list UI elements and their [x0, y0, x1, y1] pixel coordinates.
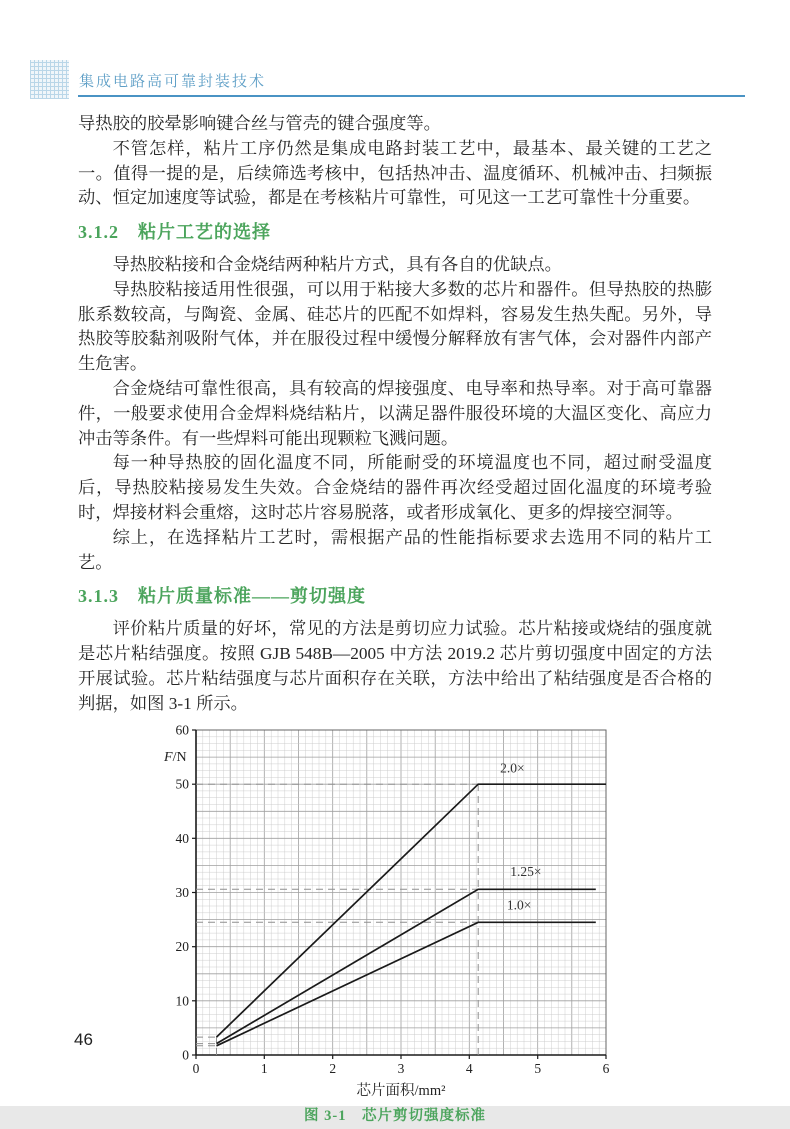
- x-tick-label: 1: [260, 1061, 268, 1077]
- figure-caption: 图 3-1 芯片剪切强度标准: [304, 1108, 486, 1125]
- y-tick-label: 40: [175, 831, 189, 847]
- series-label-0: 2.0×: [500, 760, 525, 776]
- page-number: 46: [74, 1030, 93, 1049]
- x-tick-label: 6: [602, 1061, 610, 1077]
- series-line-0: [217, 785, 607, 1038]
- body-text-column: [78, 112, 712, 1129]
- x-tick-label: 2: [329, 1061, 337, 1077]
- paragraph: 导热胶的胶晕影响键合丝与管壳的键合强度等。: [78, 114, 441, 133]
- paragraph: 导热胶粘接适用性很强，可以用于粘接大多数的芯片和器件。但导热胶的热膨胀系数较高，与陶瓷、金属、硅芯片的匹配不如焊料，容易发生热失配。另外，导热胶等胶黏剂吸附气体，并在服役过程中缓慢分解释放有害气体，会对器件内部产生危害。: [78, 279, 712, 374]
- figure-3-1: [156, 722, 712, 1102]
- section-heading-3-1-3: 3.1.3 粘片质量标准——剪切强度: [78, 586, 366, 607]
- y-tick-label: 50: [175, 777, 189, 793]
- y-tick-label: 10: [175, 993, 189, 1009]
- section-heading-3-1-2: 3.1.2 粘片工艺的选择: [78, 222, 271, 243]
- x-tick-label: 0: [192, 1061, 200, 1077]
- y-axis-label: F/N: [164, 750, 187, 766]
- y-tick-label: 0: [182, 1047, 189, 1063]
- x-tick-label: 5: [534, 1061, 542, 1077]
- paragraph: 导热胶粘接和合金烧结两种粘片方式，具有各自的优缺点。: [112, 254, 562, 274]
- header-grid-decoration-icon: [30, 60, 69, 99]
- x-tick-label: 3: [397, 1061, 405, 1077]
- y-tick-label: 60: [175, 722, 189, 738]
- running-header-title: 集成电路高可靠封装技术: [79, 74, 267, 90]
- paragraph: 合金烧结可靠性很高，具有较高的焊接强度、电导率和热导率。对于高可靠器件，一般要求使用合金焊料烧结粘片，以满足器件服役环境的大温区变化、高应力冲击等条件。有一些焊料可能出现颗粒飞溅问题。: [78, 378, 712, 448]
- series-line-1: [217, 890, 596, 1044]
- paragraph: 评价粘片质量的好坏，常见的方法是剪切应力试验。芯片粘接或烧结的强度就是芯片粘结强度。按照 GJB 548B—2005 中方法 2019.2 芯片剪切强度中固定的方法开展试验。芯片粘结强度与芯片面积存在关联，方法中给出了粘结强度是否合格的判据，如图 3-1 所示。: [78, 619, 712, 713]
- y-tick-label: 20: [175, 939, 189, 955]
- series-line-2: [217, 923, 596, 1047]
- x-axis-label: 芯片面积/mm²: [356, 1083, 446, 1100]
- paragraph: 每一种导热胶的固化温度不同，所能耐受的环境温度也不同，超过耐受温度后，导热胶粘接易发生失效。合金烧结的器件再次经受超过固化温度的环境考验时，焊接材料会重熔，这时芯片容易脱落，或者形成氧化、更多的焊接空洞等。: [78, 453, 712, 522]
- paragraph: 不管怎样，粘片工序仍然是集成电路封装工艺中，最基本、最关键的工艺之一。值得一提的是，后续筛选考核中，包括热冲击、温度循环、机械冲击、扫频振动、恒定加速度等试验，都是在考核粘片可靠性，可见这一工艺可靠性十分重要。: [78, 138, 712, 208]
- x-tick-label: 4: [465, 1061, 473, 1077]
- series-label-2: 1.0×: [506, 897, 532, 913]
- y-tick-label: 30: [175, 885, 189, 901]
- header-rule: [78, 95, 745, 97]
- paragraph: 综上，在选择粘片工艺时，需根据产品的性能指标要求去选用不同的粘片工艺。: [78, 527, 712, 572]
- shear-strength-chart: [156, 722, 626, 1100]
- series-label-1: 1.25×: [510, 864, 542, 880]
